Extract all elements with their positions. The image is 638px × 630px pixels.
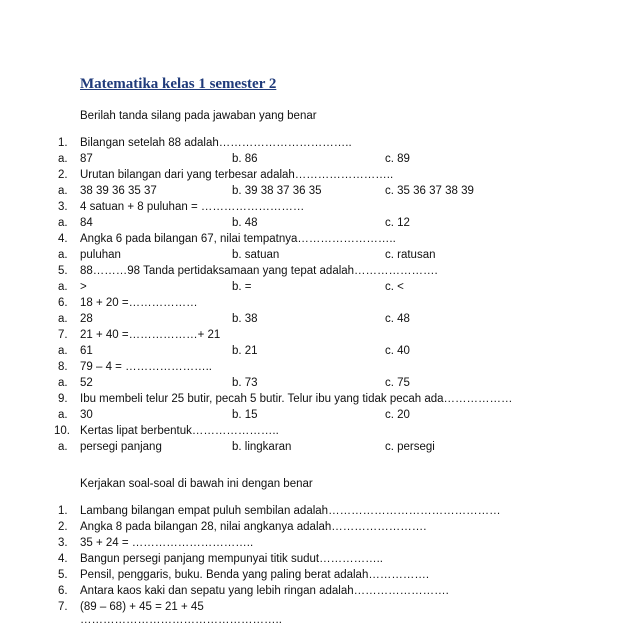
question-text: Antara kaos kaki dan sepatu yang lebih ringan adalah……………………. <box>80 585 449 597</box>
options-row <box>0 247 638 263</box>
option-b[interactable]: b. lingkaran <box>232 441 292 453</box>
option-b[interactable]: b. 86 <box>232 153 258 165</box>
option-letter: a. <box>58 217 68 229</box>
essay-row <box>0 519 638 535</box>
options-row <box>0 183 638 199</box>
essay-row <box>0 583 638 599</box>
answer-dots: …………………………………………….. <box>80 614 282 626</box>
question-number: 3. <box>58 201 68 213</box>
option-letter: a. <box>58 313 68 325</box>
question-row <box>0 327 638 343</box>
options-row <box>0 151 638 167</box>
question-number: 6. <box>58 297 68 309</box>
question-text: Kertas lipat berbentuk………………….. <box>80 425 279 437</box>
options-row <box>0 439 638 455</box>
question-row <box>0 199 638 215</box>
options-row <box>0 215 638 231</box>
option-c[interactable]: c. 75 <box>385 377 410 389</box>
option-c[interactable]: c. 89 <box>385 153 410 165</box>
option-b[interactable]: b. 38 <box>232 313 258 325</box>
option-a[interactable]: 38 39 36 35 37 <box>80 185 157 197</box>
option-letter: a. <box>58 377 68 389</box>
question-number: 3. <box>58 537 68 549</box>
question-text: Ibu membeli telur 25 butir, pecah 5 butir. Telur ibu yang tidak pecah ada……………… <box>80 393 513 405</box>
option-b[interactable]: b. satuan <box>232 249 280 261</box>
option-c[interactable]: c. 12 <box>385 217 410 229</box>
option-a[interactable]: 61 <box>80 345 93 357</box>
question-row <box>0 167 638 183</box>
essay-row <box>0 551 638 567</box>
question-row <box>0 423 638 439</box>
option-a[interactable]: puluhan <box>80 249 121 261</box>
essay-row <box>0 503 638 519</box>
question-text: Angka 6 pada bilangan 67, nilai tempatnya…………………….. <box>80 233 396 245</box>
question-text: Angka 8 pada bilangan 28, nilai angkanya adalah……………………. <box>80 521 427 533</box>
option-b[interactable]: b. 48 <box>232 217 258 229</box>
section1-instruction: Berilah tanda silang pada jawaban yang benar <box>80 110 317 122</box>
question-text: Lambang bilangan empat puluh sembilan adalah……………………………………… <box>80 505 501 517</box>
option-c[interactable]: c. 48 <box>385 313 410 325</box>
question-row <box>0 295 638 311</box>
option-letter: a. <box>58 249 68 261</box>
options-row <box>0 279 638 295</box>
option-b[interactable]: b. = <box>232 281 252 293</box>
essay-row <box>0 567 638 583</box>
options-row <box>0 311 638 327</box>
option-b[interactable]: b. 15 <box>232 409 258 421</box>
question-number: 5. <box>58 265 68 277</box>
option-b[interactable]: b. 39 38 37 36 35 <box>232 185 322 197</box>
question-row <box>0 135 638 151</box>
question-row <box>0 359 638 375</box>
options-row <box>0 343 638 359</box>
option-b[interactable]: b. 73 <box>232 377 258 389</box>
option-a[interactable]: 28 <box>80 313 93 325</box>
question-number: 2. <box>58 169 68 181</box>
option-letter: a. <box>58 441 68 453</box>
question-number: 1. <box>58 137 68 149</box>
question-text: Pensil, penggaris, buku. Benda yang paling berat adalah……………. <box>80 569 430 581</box>
option-c[interactable]: c. 35 36 37 38 39 <box>385 185 474 197</box>
option-a[interactable]: 84 <box>80 217 93 229</box>
question-number: 8. <box>58 361 68 373</box>
option-letter: a. <box>58 409 68 421</box>
answer-line <box>0 612 638 628</box>
option-letter: a. <box>58 345 68 357</box>
option-c[interactable]: c. < <box>385 281 404 293</box>
option-a[interactable]: persegi panjang <box>80 441 162 453</box>
question-number: 1. <box>58 505 68 517</box>
section2-instruction: Kerjakan soal-soal di bawah ini dengan benar <box>80 478 313 490</box>
option-c[interactable]: c. ratusan <box>385 249 436 261</box>
option-a[interactable]: 52 <box>80 377 93 389</box>
question-text: (89 – 68) + 45 = 21 + 45 <box>80 601 204 613</box>
question-number: 4. <box>58 233 68 245</box>
question-text: 35 + 24 = ………………………….. <box>80 537 254 549</box>
option-letter: a. <box>58 153 68 165</box>
question-number: 4. <box>58 553 68 565</box>
question-text: Urutan bilangan dari yang terbesar adalah…………………….. <box>80 169 394 181</box>
question-number: 5. <box>58 569 68 581</box>
page-title: Matematika kelas 1 semester 2 <box>80 76 277 92</box>
question-text: Bangun persegi panjang mempunyai titik sudut…………….. <box>80 553 383 565</box>
option-a[interactable]: 87 <box>80 153 93 165</box>
essay-row <box>0 535 638 551</box>
question-text: 79 – 4 = ………………….. <box>80 361 212 373</box>
question-text: Bilangan setelah 88 adalah…………………………….. <box>80 137 352 149</box>
question-text: 21 + 40 =………………+ 21 <box>80 329 221 341</box>
option-c[interactable]: c. 20 <box>385 409 410 421</box>
option-c[interactable]: c. 40 <box>385 345 410 357</box>
question-text: 88………98 Tanda pertidaksamaan yang tepat adalah…………………. <box>80 265 438 277</box>
question-number: 6. <box>58 585 68 597</box>
question-number: 9. <box>58 393 68 405</box>
option-b[interactable]: b. 21 <box>232 345 258 357</box>
question-row <box>0 391 638 407</box>
option-letter: a. <box>58 281 68 293</box>
question-text: 4 satuan + 8 puluhan = ……………………… <box>80 201 305 213</box>
question-number: 10. <box>54 425 70 437</box>
option-c[interactable]: c. persegi <box>385 441 435 453</box>
question-number: 2. <box>58 521 68 533</box>
question-row <box>0 231 638 247</box>
option-letter: a. <box>58 185 68 197</box>
question-number: 7. <box>58 601 68 613</box>
question-row <box>0 263 638 279</box>
option-a[interactable]: > <box>80 281 87 293</box>
options-row <box>0 375 638 391</box>
question-number: 7. <box>58 329 68 341</box>
question-text: 18 + 20 =……………… <box>80 297 198 309</box>
option-a[interactable]: 30 <box>80 409 93 421</box>
options-row <box>0 407 638 423</box>
